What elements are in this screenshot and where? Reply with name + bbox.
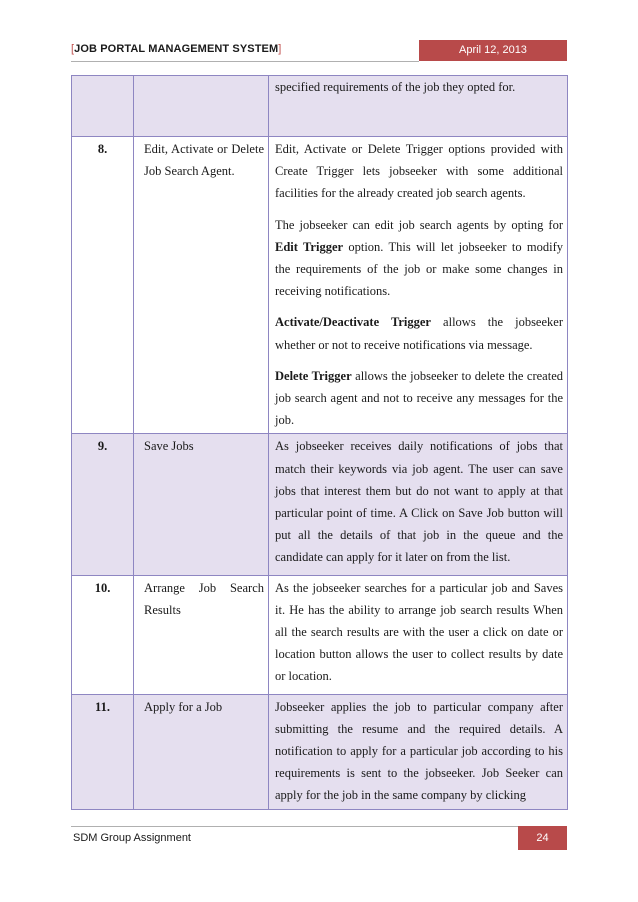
feature-name: Save Jobs [144,439,194,454]
row-number-cell [72,575,134,694]
description-paragraph [275,311,563,355]
description [269,576,567,694]
description-paragraph: As jobseeker receives daily notifications of jobs that match their keywords via job agent. The user can save jobs that interest them but do not want to apply at that particular point of time. A Click on Save Job button will put all the details of that job in the queue and the candidate can apply for it later on from the list. [275,439,563,565]
header-bracket-open: [ [71,43,75,55]
row-number: 11. [95,699,110,714]
feature-name: Arrange Job Search Results [144,580,264,617]
description [269,76,567,98]
description-cell [269,694,568,809]
row-number: 9. [97,439,108,454]
paragraph-bold-term: Activate/Deactivate Trigger [275,315,431,330]
description-cell [269,76,568,137]
feature-cell [134,694,269,809]
description-paragraph: specified requirements of the job they opted for. [275,80,516,94]
table-row [72,694,568,809]
description [269,695,567,809]
paragraph-text: The jobseeker can edit job search agents by opting for [275,217,563,232]
page-number: 24 [518,826,567,850]
paragraph-bold-term: Edit Trigger [275,239,344,254]
description-paragraph: Edit, Activate or Delete Trigger options provided with Create Trigger lets jobseeker with some additional facilities for the already created job search agents. [275,142,563,201]
table-row [72,137,568,434]
row-number: 10. [94,580,111,595]
description-cell [269,137,568,434]
feature-cell [134,76,269,137]
feature-name: Edit, Activate or Delete Job Search Agent. [144,142,264,179]
footer-label: SDM Group Assignment [73,832,191,844]
paragraph-bold-term: Delete Trigger [275,368,352,383]
page-header [71,40,567,62]
description-paragraph: Jobseeker applies the job to particular company after submitting the resume and the required details. A notification to apply for a particular job according to his requirements is sent to the jobseeker. Job Seeker can apply for the job in the same company by clicking [275,699,563,803]
row-number: 8. [97,142,108,156]
row-number-cell [72,434,134,575]
table-row [72,434,568,575]
header-rule [71,61,419,62]
table-row [72,76,568,137]
row-number-cell [72,694,134,809]
description [269,137,567,433]
header-title [71,43,281,55]
header-bracket-close: ] [278,43,282,55]
paragraph-text: option. This will let jobseeker to modify the requirements of the job or make some changes in receiving notifications. [275,239,563,299]
table-row [72,575,568,694]
description-paragraph [275,365,563,432]
paragraph-text: allows the jobseeker to delete the created job search agent and not to receive any messages for the job. [275,368,564,428]
features-table [71,75,568,810]
description [269,434,567,574]
description-paragraph [275,214,563,303]
description-cell [269,434,568,575]
description-paragraph: As the jobseeker searches for a particular job and Saves it. He has the ability to arrange job search results When all the search results are with the user a click on date or location button allows the user to collect results by date or location. [275,580,563,684]
paragraph-text: allows the jobseeker whether or not to receive notifications via message. [275,315,563,352]
row-number-cell [72,137,134,434]
feature-cell [134,575,269,694]
description-cell [269,575,568,694]
header-title-text: JOB PORTAL MANAGEMENT SYSTEM [74,43,279,55]
header-date: April 12, 2013 [419,40,567,61]
row-number-cell [72,76,134,137]
feature-cell [134,137,269,434]
footer-rule [71,826,518,827]
feature-name: Apply for a Job [144,699,223,714]
feature-cell [134,434,269,575]
